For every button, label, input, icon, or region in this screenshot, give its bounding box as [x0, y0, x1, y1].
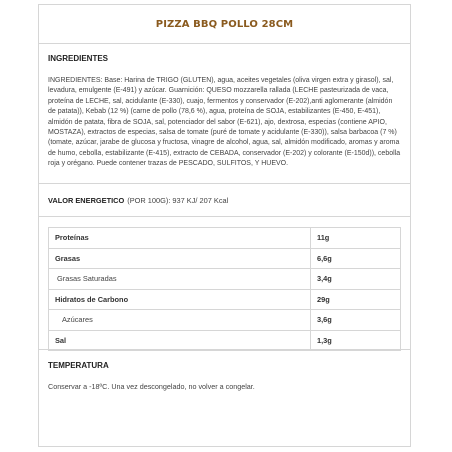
nutrient-name: Grasas Saturadas: [49, 269, 311, 290]
temperature-section: [39, 350, 410, 391]
nutrition-section: [39, 217, 410, 350]
nutrient-name: Azúcares: [49, 310, 311, 331]
temperature-heading: TEMPERATURA: [48, 361, 109, 370]
table-row: [49, 248, 401, 269]
nutrient-qty: 3,6g: [311, 310, 401, 331]
nutrient-qty: 11g: [311, 228, 401, 249]
ingredients-heading: INGREDIENTES: [48, 54, 109, 63]
energy-section: [39, 184, 410, 217]
product-title: PIZZA BBQ POLLO 28CM: [155, 18, 294, 30]
nutrient-qty: 3,4g: [311, 269, 401, 290]
table-row: [49, 330, 401, 351]
table-row: [49, 310, 401, 331]
energy-heading: VALOR ENERGETICO: [48, 195, 125, 205]
product-sheet: [38, 4, 411, 447]
table-row: [49, 289, 401, 310]
nutrient-qty: 29g: [311, 289, 401, 310]
title-row: [39, 5, 410, 44]
nutrient-name: Proteínas: [49, 228, 311, 249]
temperature-text: Conservar a -18ºC. Una vez descongelado, no volver a congelar.: [48, 382, 255, 391]
nutrient-qty: 6,6g: [311, 248, 401, 269]
ingredients-text: INGREDIENTES: Base: Harina de TRIGO (GLUTEN), agua, aceites vegetales (oliva virgen extra y girasol), sal, levadura, emulgente (E-491) y azúcar. Guarnición: QUESO mozzarella rallada (LECHE pasteurizada de vaca, proteína de LECHE, sal, acidulante (E-330), cuajo, fermentos y conservador (E-202),anti aglomerante (almidón de patata)), Kebab (12 %) (carne de pollo (78,6 %), agua, proteína de SOJA, estabilizantes (E-450, E-451), almidón de patata, fibra de SOJA, sal, potenciador del sabor (E-621), ajo, dextrosa, especias (contiene APIO, MOSTAZA), extractos de especias, salsa de tomate (puré de tomate y acidulante (E-330)), salsa barbacoa (7 %) (tomate, azúcar, jarabe de glucosa y fructosa, vinagre de alcohol, agua, sal, almidón modificado, aromas y aroma de humo, cebolla, estabilizante (E-415), extracto de CEBADA, conservador (E-202) y colorante (E-150d)), cebolla roja y orégano. Puede contener trazas de PESCADO, SULFITOS, Y HUEVO.: [48, 77, 401, 168]
table-row: [49, 269, 401, 290]
nutrition-table: [48, 227, 401, 351]
nutrient-name: Grasas: [49, 248, 311, 269]
nutrient-name: Sal: [49, 330, 311, 351]
nutrient-qty: 1,3g: [311, 330, 401, 351]
nutrient-name: Hidratos de Carbono: [49, 289, 311, 310]
energy-value: (POR 100G): 937 KJ/ 207 Kcal: [127, 195, 229, 205]
ingredients-section: [39, 44, 410, 184]
table-row: [49, 228, 401, 249]
